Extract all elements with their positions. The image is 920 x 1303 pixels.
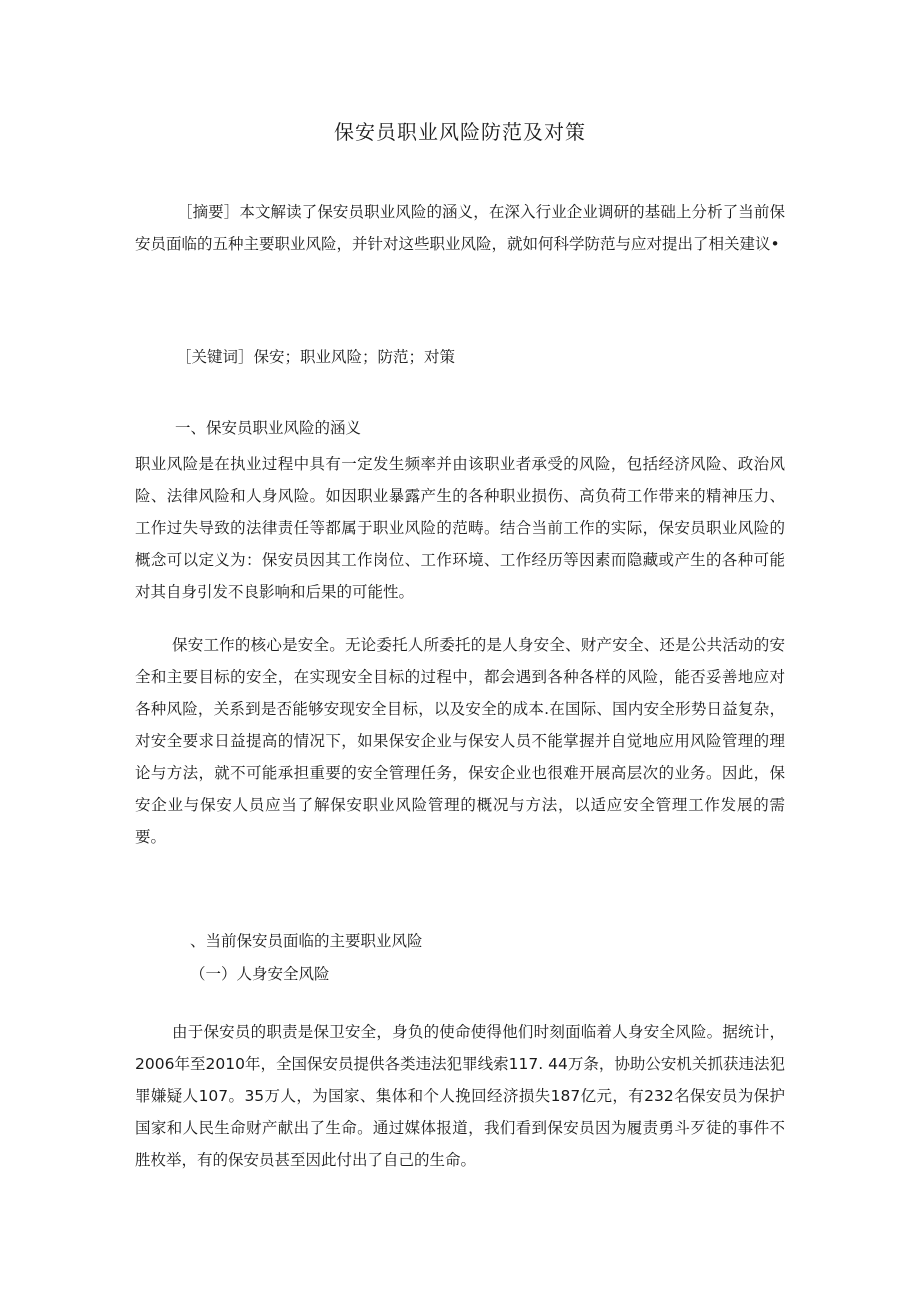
section-1-heading: 一、保安员职业风险的涵义 [175,419,362,437]
section-1-paragraph-2: 保安工作的核心是安全。无论委托人所委托的是人身安全、财产安全、还是公共活动的安全和主要目标的安全，在实现安全目标的过程中，都会遇到各种各样的风险，能否妥善地应对各种风险，关系到是否能够安现安全目标，以及安全的成本.在国际、国内安全形势日益复杂，对安全要求日益提高的情况下，如果保安企业与保安人员不能掌握并自觉地应用风险管理的理论与方法，就不可能承担重要的安全管理任务，保安企业也很难开展高层次的业务。因此，保安企业与保安人员应当了解保安职业风险管理的概况与方法，以适应安全管理工作发展的需要。 [135,636,785,846]
abstract-paragraph: ［摘要］本文解读了保安员职业风险的涵义，在深入行业企业调研的基础上分析了当前保安员面临的五种主要职业风险，并针对这些职业风险，就如何科学防范与应对提出了相关建议• [135,203,785,253]
section-1-paragraph-1: 职业风险是在执业过程中具有一定发生频率并由该职业者承受的风险，包括经济风险、政治风险、法律风险和人身风险。如因职业暴露产生的各种职业损伤、高负荷工作带来的精神压力、工作过失导致的法律责任等都属于职业风险的范畴。结合当前工作的实际，保安员职业风险的概念可以定义为：保安员因其工作岗位、工作环境、工作经历等因素而隐藏或产生的各种可能对其自身引发不良影响和后果的可能性。 [135,455,785,601]
section-2-paragraph-1: 由于保安员的职责是保卫安全，身负的使命使得他们时刻面临着人身安全风险。据统计，2006年至2010年，全国保安员提供各类违法犯罪线索117. 44万条，协助公安机关抓获违法犯罪嫌疑人107。35万人，为国家、集体和个人挽回经济损失187亿元，有232名保安员为保护国家和人民生命财产献出了生命。通过媒体报道，我们看到保安员因为履责勇斗歹徒的事件不胜枚举，有的保安员甚至因此付出了自己的生命。 [135,1023,785,1169]
keywords-line: ［关键词］保安；职业风险；防范；对策 [176,348,456,366]
section-2-heading: 、当前保安员面临的主要职业风险 [190,932,423,950]
document-title: 保安员职业风险防范及对策 [334,120,586,144]
section-2-subheading-1: （一）人身安全风险 [190,965,330,983]
